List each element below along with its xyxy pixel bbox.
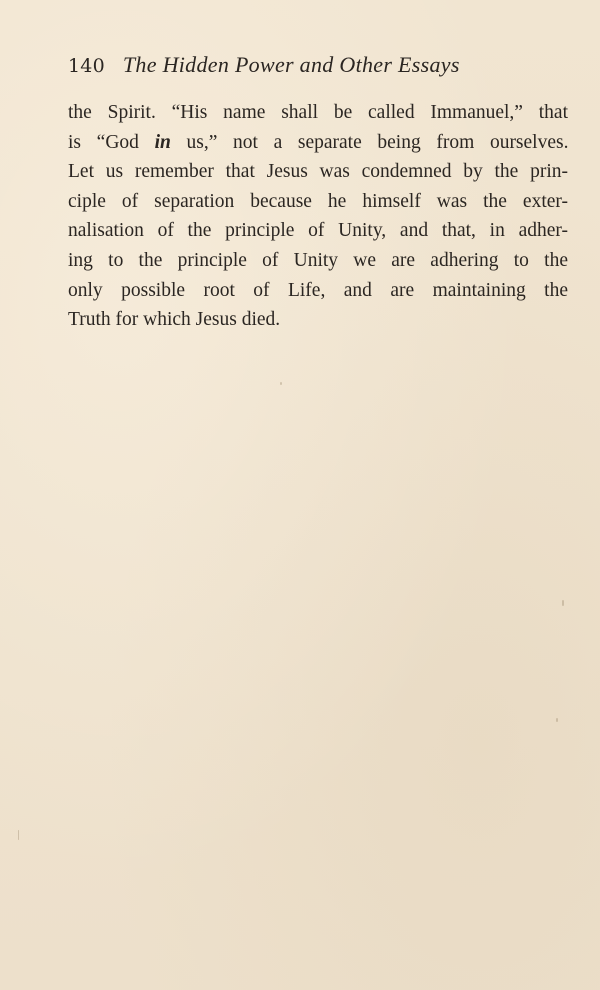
text-line-6: ing to the principle of Unity we are adhering to the [68,249,568,271]
paper-fleck [556,718,558,722]
text-line-8: Truth for which Jesus died. [68,309,281,331]
text-line-5: nalisation of the principle of Unity, and that, in adher- [68,220,568,242]
text-line-3: Let us remember that Jesus was condemned by the prin- [68,161,568,183]
page-number: 140 [68,55,105,77]
text-line-1: the Spirit. “His name shall be called Immanuel,” that [68,102,568,123]
text-line-7: only possible root of Life, and are maintaining the [68,279,568,301]
body-paragraph [68,98,568,335]
text-line-2-start: is “God in us,” not a separate being from ourselves. [68,131,569,153]
paper-fleck [280,382,282,385]
running-head [68,52,538,78]
emphasis-in: in [154,131,171,153]
text-line-4: ciple of separation because he himself was the exter- [68,190,568,212]
paper-fleck [562,600,564,606]
paper-fleck [18,830,19,840]
running-title: The Hidden Power and Other Essays [122,52,460,77]
text-line-2 [68,128,568,158]
